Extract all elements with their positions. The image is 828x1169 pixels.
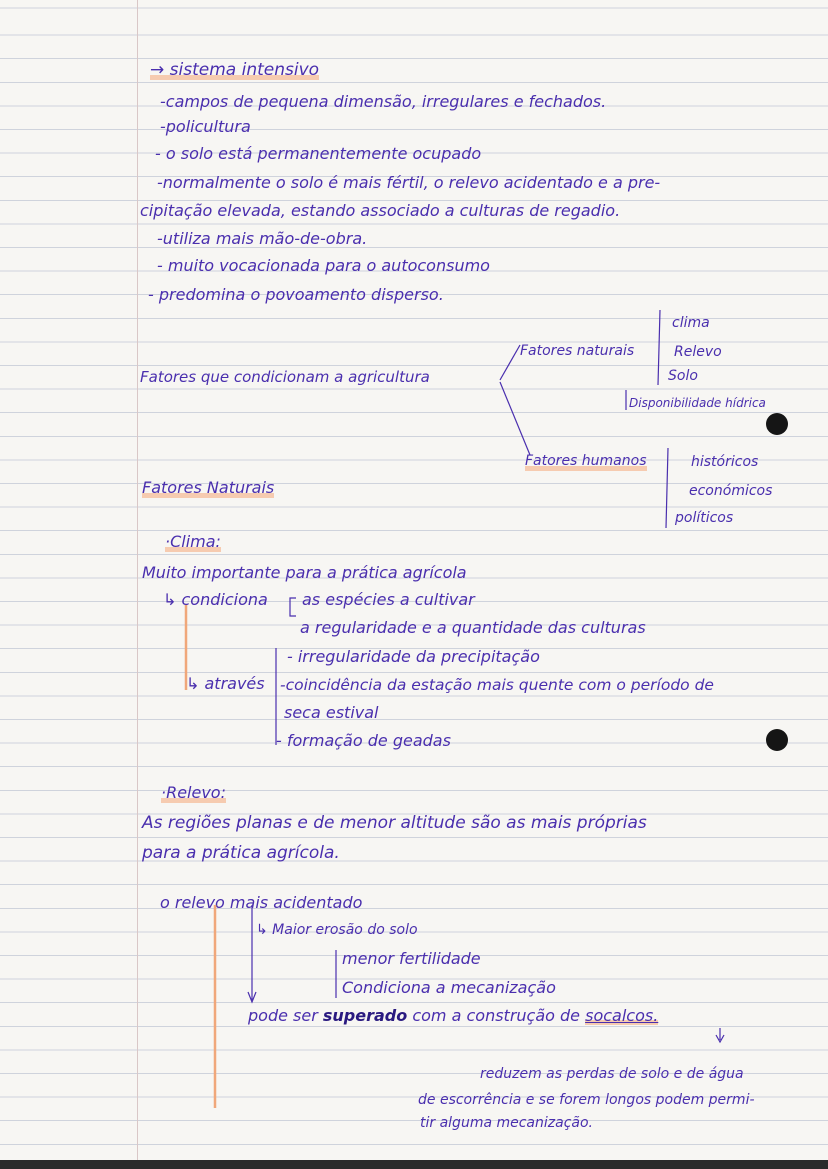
atraves-item: - formação de geadas xyxy=(276,731,451,750)
atraves-item: seca estival xyxy=(284,703,379,722)
intensive-line: - muito vocacionada para o autoconsumo xyxy=(157,256,490,275)
relevo-result-line: reduzem as perdas de solo e de água xyxy=(480,1066,744,1082)
overcome-word: socalcos. xyxy=(585,1006,659,1025)
relevo-fertility: menor fertilidade xyxy=(342,949,481,968)
human-bracket xyxy=(666,448,668,528)
intensive-line: -campos de pequena dimensão, irregulares e fechados. xyxy=(160,92,607,111)
intensive-line: - o solo está permanentemente ocupado xyxy=(155,144,482,163)
factors-root: Fatores que condicionam a agricultura xyxy=(140,368,430,386)
condiciona-item: a regularidade e a quantidade das culturas xyxy=(300,618,646,637)
relevo-result-line: tir alguma mecanização. xyxy=(420,1115,593,1131)
relevo-intro-line: As regiões planas e de menor altitude são as mais próprias xyxy=(142,813,647,833)
overcome-verb: superado xyxy=(322,1006,408,1025)
natural-factor-item: Disponibilidade hídrica xyxy=(629,396,766,410)
mindmap-branch-natural xyxy=(500,345,520,380)
intensive-line: -normalmente o solo é mais fértil, o relevo acidentado e a pre- xyxy=(157,173,661,192)
relevo-heading: ·Relevo: xyxy=(161,783,226,802)
atraves-item: - irregularidade da precipitação xyxy=(287,647,540,666)
clima-heading: ·Clima: xyxy=(165,532,221,551)
natural-factor-item: Relevo xyxy=(674,344,722,360)
condiciona-label: ↳ condiciona xyxy=(163,590,268,609)
human-factor-item: políticos xyxy=(675,510,734,526)
natural-factor-item: clima xyxy=(672,315,710,331)
condiciona-bracket xyxy=(290,598,296,616)
relevo-accidented: o relevo mais acidentado xyxy=(160,893,363,912)
clima-intro: Muito importante para a prática agrícola xyxy=(142,563,467,582)
mindmap-branch-human xyxy=(500,382,530,455)
factor-natural-label: Fatores naturais xyxy=(520,343,635,359)
intensive-line: -utiliza mais mão-de-obra. xyxy=(157,229,368,248)
natural-bracket xyxy=(658,310,660,385)
relevo-intro-line: para a prática agrícola. xyxy=(142,843,340,863)
atraves-label: ↳ através xyxy=(186,674,265,693)
intensive-line: -policultura xyxy=(160,117,251,136)
erosion-bracket xyxy=(248,905,256,1002)
intensive-line: - predomina o povoamento disperso. xyxy=(148,285,444,304)
human-factor-item: económicos xyxy=(689,483,773,499)
relevo-result-line: de escorrência e se forem longos podem permi- xyxy=(418,1092,755,1108)
natural-factor-item: Solo xyxy=(668,368,698,384)
intensive-line: cipitação elevada, estando associado a culturas de regadio. xyxy=(140,201,621,220)
relevo-erosion: ↳ Maior erosão do solo xyxy=(256,922,418,938)
natural-section-heading: Fatores Naturais xyxy=(142,478,275,497)
overcome-mid: com a construção de xyxy=(412,1006,581,1025)
atraves-item: -coincidência da estação mais quente com o período de xyxy=(280,676,714,694)
human-factor-item: históricos xyxy=(691,454,759,470)
condiciona-item: as espécies a cultivar xyxy=(302,590,475,609)
factor-human-label: Fatores humanos xyxy=(525,453,647,469)
overcome-prefix: pode ser xyxy=(248,1006,318,1025)
intensive-heading: → sistema intensivo xyxy=(150,60,320,80)
socalcos-arrow xyxy=(716,1028,724,1042)
relevo-mechanization: Condiciona a mecanização xyxy=(342,978,556,997)
